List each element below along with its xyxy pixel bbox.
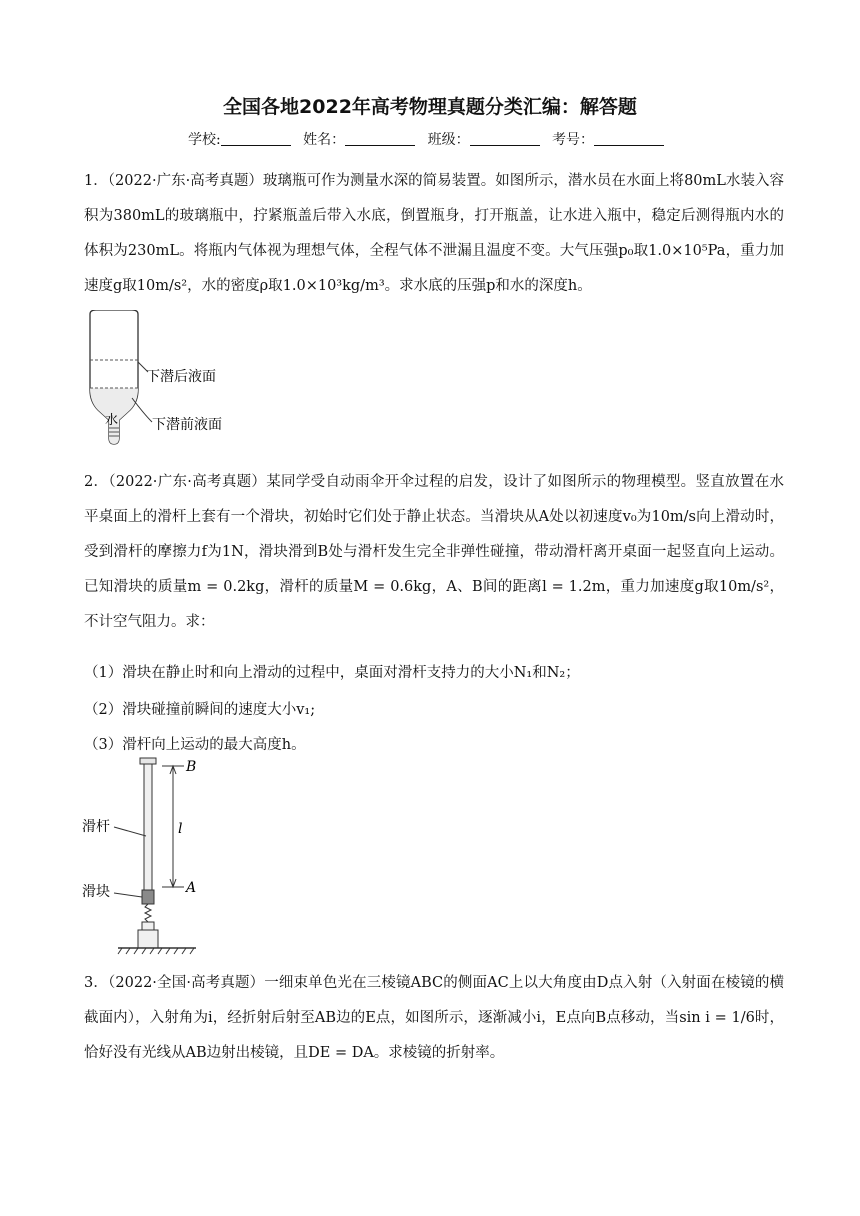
question-number: 3． (84, 975, 109, 991)
question-source: （2022·全国·高考真题） (108, 975, 265, 991)
class-blank[interactable] (470, 131, 540, 146)
exam-number-blank[interactable] (594, 131, 664, 146)
class-label: 班级： (427, 132, 470, 148)
exam-number-label: 考号： (552, 132, 595, 148)
length-l-label: l (178, 821, 183, 837)
point-a-label: A (186, 880, 197, 896)
label-before-dive: 下潜前液面 (152, 417, 222, 433)
question-2-part-2: （2）滑块碰撞前瞬间的速度大小v₁; (84, 702, 316, 718)
question-1 (84, 164, 784, 304)
question-number: 2． (84, 474, 109, 490)
school-blank[interactable] (221, 131, 291, 146)
question-3 (84, 966, 784, 1071)
question-2-part-3: （3）滑杆向上运动的最大高度h。 (84, 737, 306, 753)
question-text: 一细束单色光在三棱镜ABC的侧面AC上以大角度由D点入射（入射面在棱镜的横截面内），入射角为i，经折射后射至AB边的E点，如图所示，逐渐减小i，E点向B点移动，当sin i = 1/6时，恰好没有光线从AB边射出棱镜，且DE = DA。求棱镜的折射率。 (84, 975, 784, 1061)
rod-label: 滑杆 (82, 819, 110, 835)
question-number: 1． (84, 173, 108, 189)
slider-label: 滑块 (82, 884, 110, 900)
question-source: （2022·广东·高考真题） (107, 173, 263, 189)
school-label: 学校: (187, 132, 221, 148)
bottle-figure (74, 310, 274, 460)
question-source: （2022·广东·高考真题） (108, 474, 267, 490)
question-text: 玻璃瓶可作为测量水深的简易装置。如图所示，潜水员在水面上将80mL水装入容积为380mL的玻璃瓶中，拧紧瓶盖后带入水底，倒置瓶身，打开瓶盖，让水进入瓶中，稳定后测得瓶内水的体积为230mL。将瓶内气体视为理想气体，全程气体不泄漏且温度不变。大气压强p₀取1.0×10⁵Pa，重力加速度g取10m/s²，水的密度ρ取1.0×10³kg/m³。求水底的压强p和水的深度h。 (84, 173, 784, 294)
label-water: 水 (105, 413, 119, 428)
name-blank[interactable] (345, 131, 415, 146)
label-after-dive: 下潜后液面 (146, 369, 216, 385)
question-2 (84, 465, 784, 640)
name-label: 姓名： (303, 132, 346, 148)
student-info-row (0, 129, 860, 149)
slider-rod-figure (78, 756, 278, 956)
question-2-part-1: （1）滑块在静止时和向上滑动的过程中，桌面对滑杆支持力的大小N₁和N₂； (84, 665, 580, 681)
question-text: 某同学受自动雨伞开伞过程的启发，设计了如图所示的物理模型。竖直放置在水平桌面上的滑杆上套有一个滑块，初始时它们处于静止状态。当滑块从A处以初速度v₀为10m/s向上滑动时，受到滑杆的摩擦力f为1N，滑块滑到B处与滑杆发生完全非弹性碰撞，带动滑杆离开桌面一起竖直向上运动。已知滑块的质量m = 0.2kg，滑杆的质量M = 0.6kg，A、B间的距离l = 1.2m，重力加速度g取10m/s²，不计空气阻力。求： (84, 474, 784, 630)
page-title: 全国各地2022年高考物理真题分类汇编：解答题 (223, 96, 637, 118)
point-b-label: B (186, 759, 197, 775)
